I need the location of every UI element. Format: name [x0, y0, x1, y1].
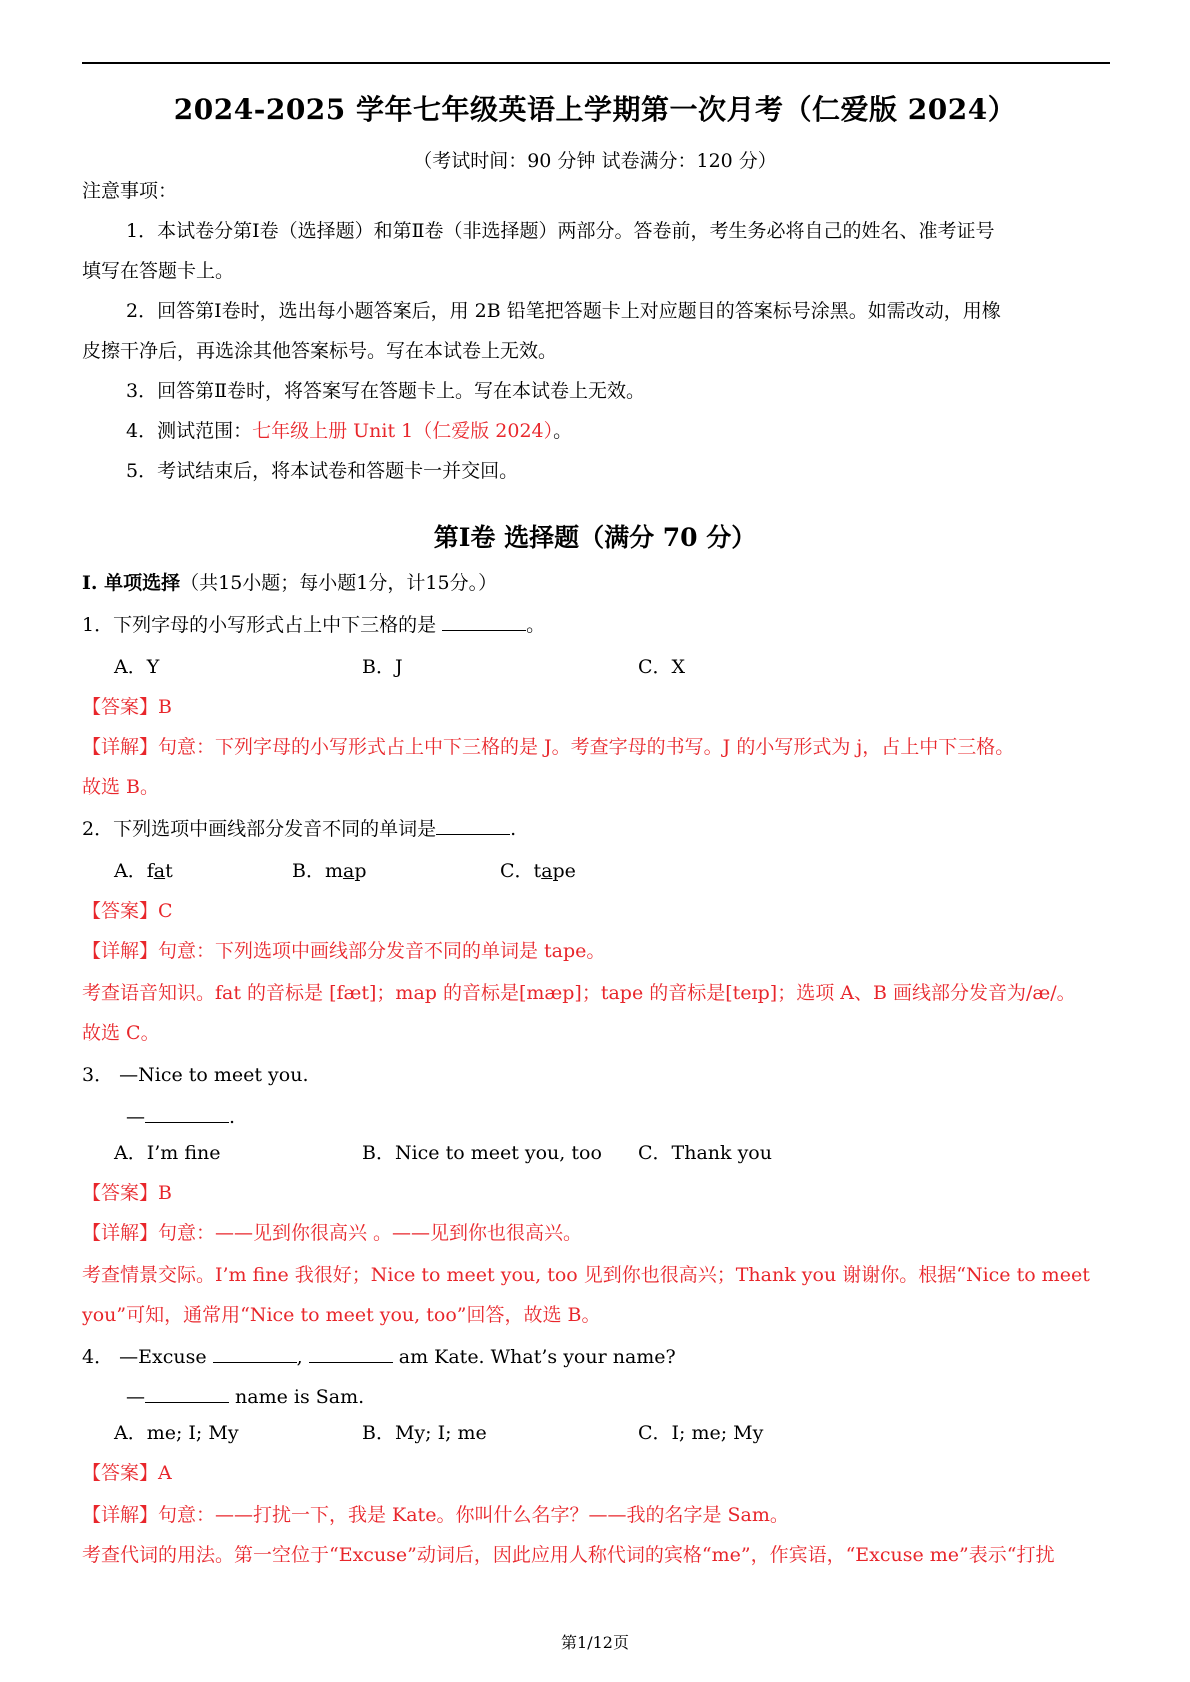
exam-info: （考试时间：90 分钟 试卷满分：120 分） [413, 150, 777, 172]
q4-blank-1 [213, 1344, 297, 1363]
note-4-prefix: 4．测试范围： [126, 420, 253, 442]
q3-option-c: C．Thank you [638, 1142, 772, 1164]
q1-stem [82, 612, 545, 638]
q3-detail-line-1: 【详解】句意：——见到你很高兴 。——见到你也很高兴。 [82, 1222, 583, 1244]
part-label: I. 单项选择 [82, 572, 181, 594]
q2-c-pre: C．t [500, 860, 542, 882]
q2-detail-line-3: 故选 C。 [82, 1022, 160, 1044]
q2-answer: 【答案】C [82, 900, 173, 922]
q2-a-pre: A．f [114, 860, 154, 882]
q1-stem-text: 1．下列字母的小写形式占上中下三格的是 [82, 614, 443, 636]
q4-option-a: A．me; I; My [114, 1422, 239, 1444]
q4-blank-3 [145, 1384, 229, 1403]
q1-stem-end: 。 [526, 614, 546, 636]
q2-stem-text: 2．下列选项中画线部分发音不同的单词是 [82, 818, 437, 840]
section-title: 第Ⅰ卷 选择题（满分 70 分） [433, 523, 757, 552]
q2-detail-line-1: 【详解】句意：下列选项中画线部分发音不同的单词是 tape。 [82, 940, 606, 962]
q4-text-1: 4． —Excuse [82, 1346, 213, 1368]
q4-detail-line-1: 【详解】句意：——打扰一下，我是 Kate。你叫什么名字？——我的名字是 Sam。 [82, 1504, 789, 1526]
q3-option-a: A．I’m fine [114, 1142, 221, 1164]
part-desc: （共15小题；每小题1分，计15分。） [180, 572, 498, 594]
note-4 [126, 418, 572, 444]
q4-stem-line-2 [126, 1384, 364, 1410]
q1-detail-line-1: 【详解】句意：下列字母的小写形式占上中下三格的是 J。考查字母的书写。J 的小写形式为 j，占上中下三格。 [82, 736, 1015, 758]
q4-text-4: name is Sam. [229, 1386, 365, 1408]
part-heading [82, 570, 497, 596]
q1-blank [442, 612, 526, 631]
note-2-line-1: 2．回答第Ⅰ卷时，选出每小题答案后，用 2B 铅笔把答题卡上对应题目的答案标号涂黑。如需改动，用橡 [126, 300, 1001, 322]
q3-detail-line-3: you”可知，通常用“Nice to meet you, too”回答，故选 B。 [82, 1304, 601, 1326]
q3-stem-line-1: 3． —Nice to meet you. [82, 1064, 309, 1086]
header-rule [82, 62, 1110, 64]
q3-dash: — [126, 1106, 145, 1128]
q2-stem [82, 816, 516, 842]
note-4-suffix: 。 [553, 420, 573, 442]
q2-c-post: pe [552, 860, 576, 882]
note-5: 5．考试结束后，将本试卷和答题卡一并交回。 [126, 460, 519, 482]
note-3: 3．回答第Ⅱ卷时，将答案写在答题卡上。写在本试卷上无效。 [126, 380, 646, 402]
q2-stem-end: . [510, 818, 517, 840]
q2-b-post: p [354, 860, 367, 882]
q3-option-b: B．Nice to meet you, too [362, 1142, 602, 1164]
q2-option-b [292, 858, 366, 884]
q4-answer: 【答案】A [82, 1462, 172, 1484]
page-number: 第1/12页 [561, 1633, 629, 1652]
q1-answer: 【答案】B [82, 696, 172, 718]
q2-detail-line-2: 考查语音知识。fat 的音标是 [fæt]；map 的音标是[mæp]；tape 的音标是[teɪp]；选项 A、B 画线部分发音为/æ/。 [82, 982, 1076, 1004]
q2-b-pre: B．m [292, 860, 343, 882]
note-1-line-2: 填写在答题卡上。 [82, 260, 235, 282]
q4-text-3: am Kate. What’s your name? [392, 1346, 676, 1368]
q4-option-c: C．I; me; My [638, 1422, 764, 1444]
note-1-line-1: 1．本试卷分第Ⅰ卷（选择题）和第Ⅱ卷（非选择题）两部分。答卷前，考生务必将自己的姓名、准考证号 [126, 220, 995, 242]
q4-text-2: , [296, 1346, 309, 1368]
q1-option-b: B．J [362, 656, 403, 678]
q4-detail-line-2: 考查代词的用法。第一空位于“Excuse”动词后，因此应用人称代词的宾格“me”，作宾语，“Excuse me”表示“打扰 [82, 1544, 1055, 1566]
q1-option-a: A．Y [114, 656, 160, 678]
q2-option-c [500, 858, 576, 884]
q4-blank-2 [309, 1344, 393, 1363]
q2-option-a [114, 858, 173, 884]
page-title: 2024-2025 学年七年级英语上学期第一次月考（仁爱版 2024） [173, 93, 1017, 126]
q2-a-post: t [165, 860, 173, 882]
q2-a-underlined: a [153, 860, 166, 882]
q3-blank [145, 1104, 229, 1123]
q3-stem-end: . [229, 1106, 236, 1128]
q2-blank [436, 816, 510, 835]
note-4-scope: 七年级上册 Unit 1（仁爱版 2024） [252, 420, 554, 442]
q4-dash: — [126, 1386, 145, 1408]
notes-heading: 注意事项： [82, 180, 178, 202]
q3-detail-line-2: 考查情景交际。I’m fine 我很好；Nice to meet you, too 见到你也很高兴；Thank you 谢谢你。根据“Nice to meet [82, 1264, 1090, 1286]
q2-c-underlined: a [541, 860, 553, 882]
q3-answer: 【答案】B [82, 1182, 172, 1204]
q4-stem-line-1 [82, 1344, 676, 1370]
q1-option-c: C．X [638, 656, 686, 678]
q3-stem-line-2 [126, 1104, 235, 1130]
note-2-line-2: 皮擦干净后，再选涂其他答案标号。写在本试卷上无效。 [82, 340, 558, 362]
q2-b-underlined: a [342, 860, 355, 882]
q1-detail-line-2: 故选 B。 [82, 776, 160, 798]
q4-option-b: B．My; I; me [362, 1422, 487, 1444]
